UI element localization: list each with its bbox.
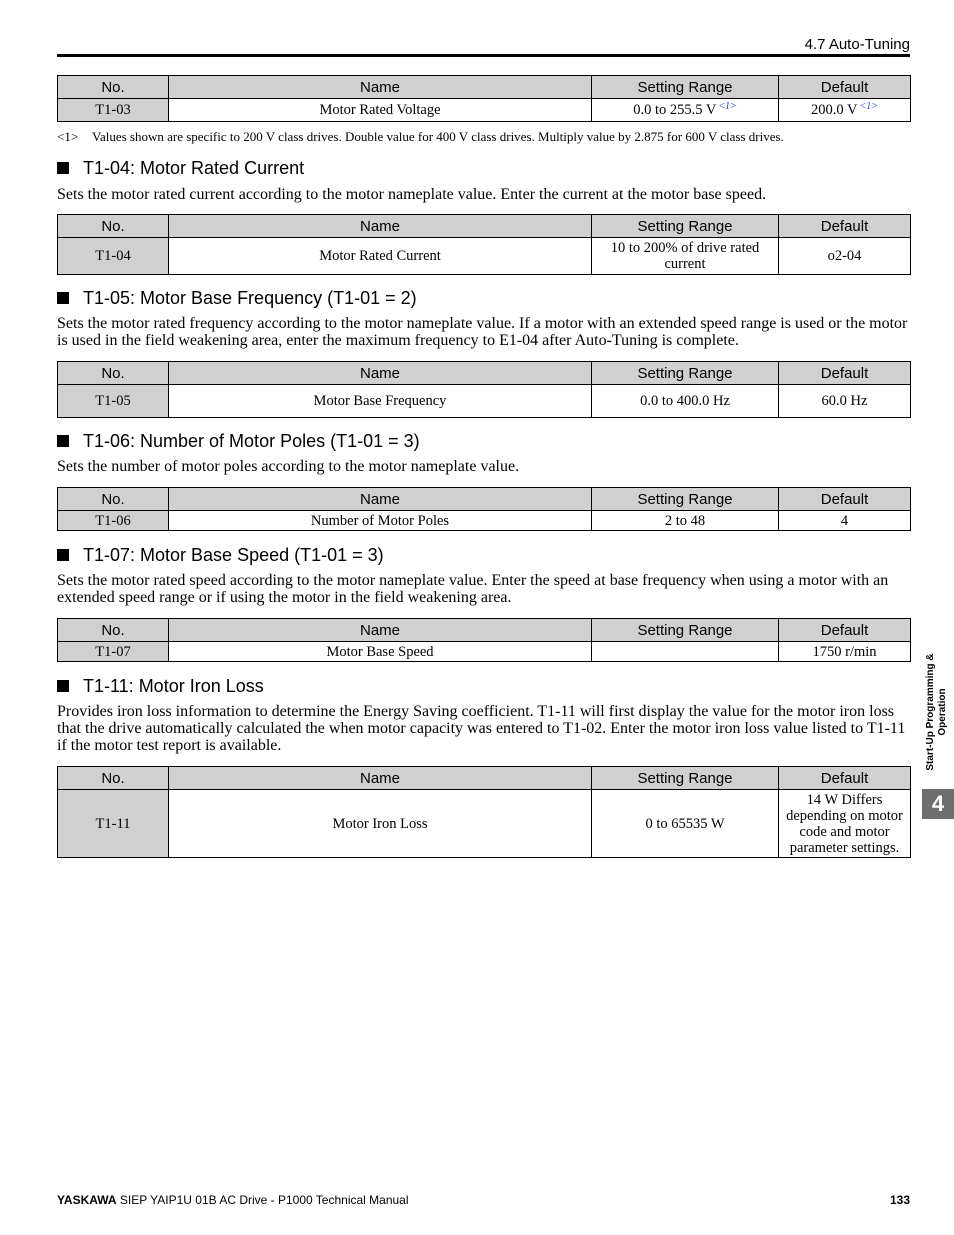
brand-name: YASKAWA bbox=[57, 1193, 117, 1207]
section-heading-t1-06 bbox=[57, 431, 420, 452]
chapter-tab[interactable]: 4 bbox=[922, 789, 954, 819]
col-header-name: Name bbox=[169, 362, 592, 385]
footnote-link[interactable]: <1> bbox=[859, 101, 878, 112]
param-default: 14 W Differs depending on motor code and motor parameter settings. bbox=[779, 790, 911, 858]
param-no: T1-04 bbox=[58, 238, 169, 275]
param-table-t1-03 bbox=[57, 75, 911, 122]
footnote-link[interactable]: <1> bbox=[718, 101, 737, 112]
param-name: Number of Motor Poles bbox=[169, 511, 592, 531]
param-table-t1-04 bbox=[57, 214, 911, 275]
col-header-default: Default bbox=[779, 362, 911, 385]
section-body: Provides iron loss information to determine the Energy Saving coefficient. T1-11 will first display the value for the motor iron loss that the drive automatically calculated the when motor capacity was entered to T1-02. Enter the motor iron loss value listed to T1-11 if the motor test report is available. bbox=[57, 703, 906, 754]
param-no: T1-06 bbox=[58, 511, 169, 531]
bullet-square-icon bbox=[57, 435, 69, 447]
col-header-no: No. bbox=[58, 619, 169, 642]
param-range bbox=[592, 99, 779, 122]
param-range: 0.0 to 400.0 Hz bbox=[592, 385, 779, 418]
param-range: 10 to 200% of drive rated current bbox=[592, 238, 779, 275]
param-name: Motor Rated Voltage bbox=[169, 99, 592, 122]
col-header-default: Default bbox=[779, 767, 911, 790]
col-header-range: Setting Range bbox=[592, 215, 779, 238]
col-header-name: Name bbox=[169, 767, 592, 790]
section-body: Sets the motor rated speed according to the motor nameplate value. Enter the speed at base frequency when using a motor with an extended speed range or if using the motor in the field weakening area. bbox=[57, 572, 889, 606]
col-header-range: Setting Range bbox=[592, 767, 779, 790]
section-body: Sets the number of motor poles according to the motor nameplate value. bbox=[57, 458, 520, 475]
param-range: 2 to 48 bbox=[592, 511, 779, 531]
section-heading-t1-04 bbox=[57, 158, 304, 179]
col-header-name: Name bbox=[169, 619, 592, 642]
footnote-text: Values shown are specific to 200 V class drives. Double value for 400 V class drives. Multiply value by 2.875 for 600 V class drives. bbox=[92, 129, 784, 144]
col-header-no: No. bbox=[58, 215, 169, 238]
col-header-no: No. bbox=[58, 76, 169, 99]
footnote bbox=[57, 129, 784, 145]
page-footer bbox=[57, 1193, 910, 1207]
param-table-t1-05 bbox=[57, 361, 911, 418]
section-heading-t1-07 bbox=[57, 545, 384, 566]
page-number: 133 bbox=[889, 1193, 910, 1207]
param-no: T1-03 bbox=[58, 99, 169, 122]
section-body: Sets the motor rated current according to the motor nameplate value. Enter the current at the motor base speed. bbox=[57, 186, 767, 203]
param-table-t1-07 bbox=[57, 618, 911, 662]
param-default: 60.0 Hz bbox=[779, 385, 911, 418]
heading-text: T1-05: Motor Base Frequency (T1-01 = 2) bbox=[83, 288, 417, 308]
heading-text: T1-06: Number of Motor Poles (T1-01 = 3) bbox=[83, 431, 420, 451]
param-no: T1-07 bbox=[58, 642, 169, 662]
heading-text: T1-07: Motor Base Speed (T1-01 = 3) bbox=[83, 545, 384, 565]
col-header-range: Setting Range bbox=[592, 362, 779, 385]
param-name: Motor Base Frequency bbox=[169, 385, 592, 418]
footnote-mark: <1> bbox=[57, 129, 79, 144]
bullet-square-icon bbox=[57, 292, 69, 304]
param-no: T1-05 bbox=[58, 385, 169, 418]
section-heading-t1-11 bbox=[57, 676, 264, 697]
col-header-name: Name bbox=[169, 76, 592, 99]
col-header-default: Default bbox=[779, 488, 911, 511]
section-header: 4.7 Auto-Tuning bbox=[804, 36, 910, 53]
bullet-square-icon bbox=[57, 549, 69, 561]
header-rule bbox=[57, 54, 910, 57]
col-header-no: No. bbox=[58, 362, 169, 385]
range-value: 0.0 to 255.5 V bbox=[633, 102, 717, 118]
param-name: Motor Base Speed bbox=[169, 642, 592, 662]
param-no: T1-11 bbox=[58, 790, 169, 858]
manual-title: SIEP YAIP1U 01B AC Drive - P1000 Technical Manual bbox=[119, 1193, 409, 1207]
chapter-side-label bbox=[924, 648, 950, 776]
param-table-t1-11 bbox=[57, 766, 911, 858]
chapter-label-text: Start-Up Programming & Operation bbox=[925, 653, 948, 771]
param-range: 0 to 65535 W bbox=[592, 790, 779, 858]
param-table-t1-06 bbox=[57, 487, 911, 531]
col-header-default: Default bbox=[779, 215, 911, 238]
section-body: Sets the motor rated frequency according to the motor nameplate value. If a motor with an extended speed range is used or the motor is used in the field weakening area, enter the maximum frequency to E1-04 after Auto-Tuning is complete. bbox=[57, 315, 908, 349]
col-header-name: Name bbox=[169, 215, 592, 238]
param-range bbox=[592, 642, 779, 662]
col-header-range: Setting Range bbox=[592, 619, 779, 642]
param-default bbox=[779, 99, 911, 122]
section-heading-t1-05 bbox=[57, 288, 417, 309]
heading-text: T1-04: Motor Rated Current bbox=[83, 158, 305, 178]
default-value: 200.0 V bbox=[811, 102, 858, 118]
col-header-range: Setting Range bbox=[592, 76, 779, 99]
param-name: Motor Iron Loss bbox=[169, 790, 592, 858]
col-header-no: No. bbox=[58, 488, 169, 511]
bullet-square-icon bbox=[57, 162, 69, 174]
param-default: 4 bbox=[779, 511, 911, 531]
col-header-no: No. bbox=[58, 767, 169, 790]
param-name: Motor Rated Current bbox=[169, 238, 592, 275]
param-default: 1750 r/min bbox=[779, 642, 911, 662]
param-default: o2-04 bbox=[779, 238, 911, 275]
col-header-name: Name bbox=[169, 488, 592, 511]
col-header-range: Setting Range bbox=[592, 488, 779, 511]
bullet-square-icon bbox=[57, 680, 69, 692]
col-header-default: Default bbox=[779, 619, 911, 642]
heading-text: T1-11: Motor Iron Loss bbox=[83, 676, 264, 696]
col-header-default: Default bbox=[779, 76, 911, 99]
